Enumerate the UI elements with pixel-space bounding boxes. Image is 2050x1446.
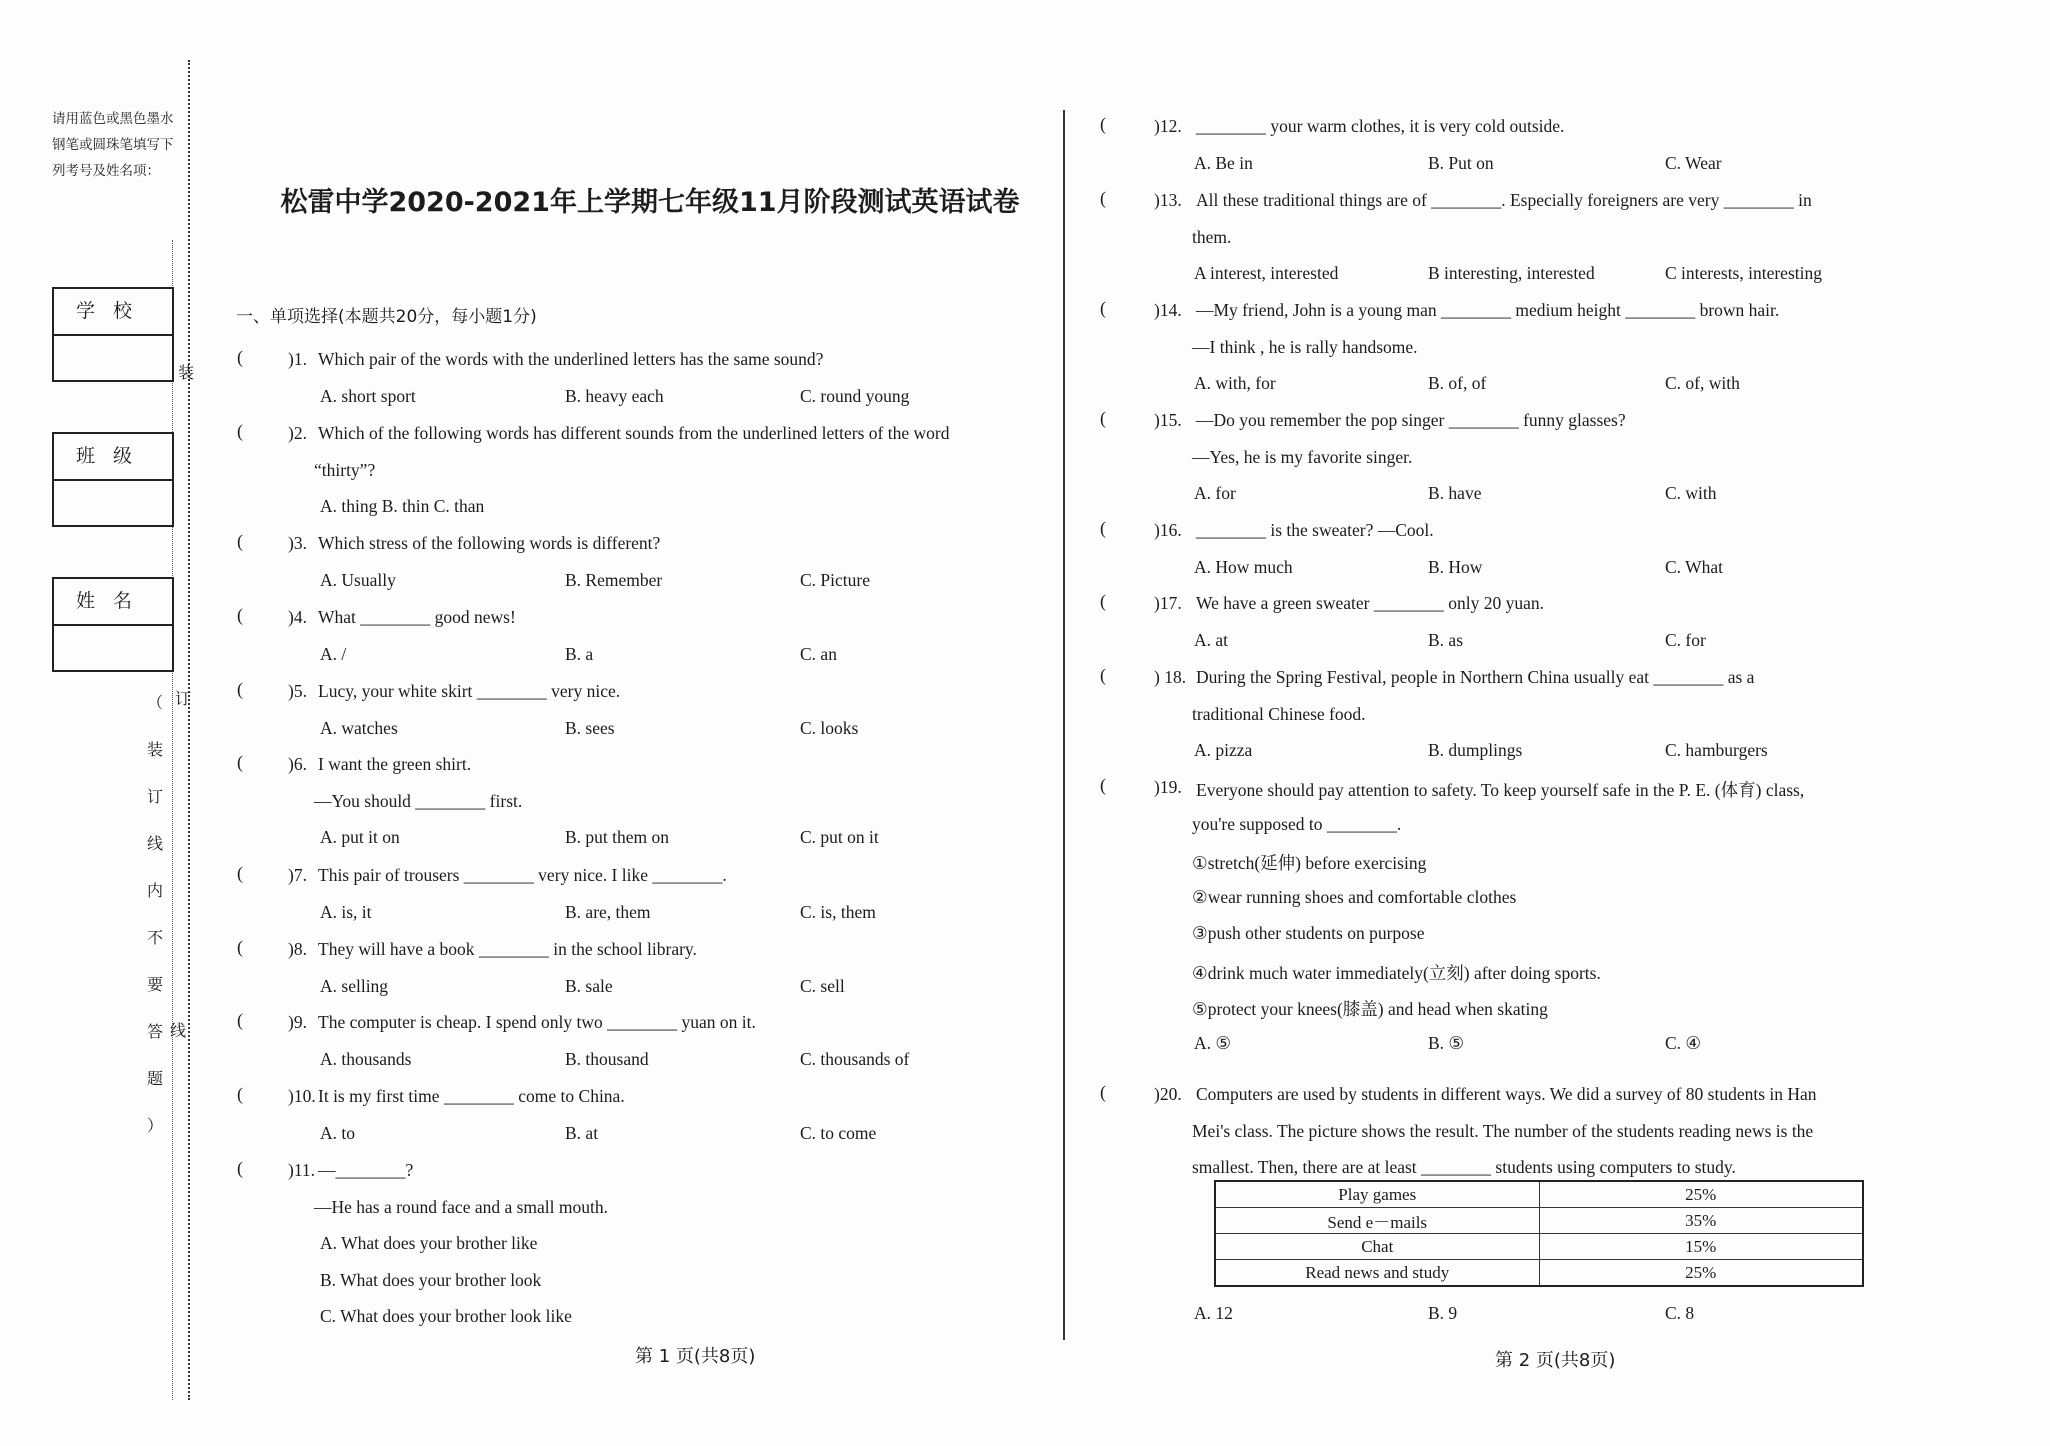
option: C. thousands of bbox=[800, 1048, 910, 1069]
mark-ding: 订 bbox=[175, 689, 192, 708]
section-header: 一、单项选择(本题共20分，每小题1分) bbox=[236, 307, 537, 327]
option: B. of, of bbox=[1428, 373, 1487, 393]
binding-char: 装 bbox=[146, 740, 163, 759]
table-cell: Read news and study bbox=[1215, 1260, 1539, 1287]
binding-char: 线 bbox=[146, 834, 163, 853]
option: C. with bbox=[1665, 483, 1717, 503]
question-text: I want the green shirt. bbox=[318, 754, 472, 774]
name-label: 姓名 bbox=[54, 579, 172, 626]
answer-paren[interactable]: ( bbox=[237, 752, 243, 772]
answer-paren[interactable]: ( bbox=[237, 863, 243, 883]
option: B. heavy each bbox=[565, 385, 664, 406]
question-text: traditional Chinese food. bbox=[1192, 703, 1366, 724]
option: C. looks bbox=[800, 717, 859, 738]
table-row bbox=[1215, 1234, 1863, 1260]
question-text: smallest. Then, there are at least ________ students using computers to study. bbox=[1192, 1157, 1736, 1177]
question-text: —I think , he is rally handsome. bbox=[1192, 336, 1418, 357]
option: B. put them on bbox=[565, 827, 670, 847]
question-text: —My friend, John is a young man ________ medium height ________ brown hair. bbox=[1196, 300, 1780, 320]
question-number: )10. bbox=[288, 1086, 316, 1106]
question-number: )11. bbox=[288, 1160, 316, 1180]
option: A. selling bbox=[320, 975, 389, 996]
question-number: )1. bbox=[288, 349, 307, 369]
question-text: “thirty”? bbox=[314, 459, 376, 480]
option: B. are, them bbox=[565, 901, 651, 922]
option: A. thousands bbox=[320, 1048, 412, 1069]
question-number: ) 18. bbox=[1154, 667, 1187, 687]
option: A. at bbox=[1194, 629, 1229, 650]
answer-paren[interactable]: ( bbox=[237, 1084, 243, 1104]
question-number: )8. bbox=[288, 939, 307, 959]
binding-char: 要 bbox=[146, 975, 163, 994]
option: C. What does your brother look like bbox=[320, 1306, 572, 1326]
option: B. as bbox=[1428, 629, 1463, 650]
question-number: )6. bbox=[288, 754, 307, 774]
answer-paren[interactable]: ( bbox=[237, 605, 243, 625]
class-label: 班级 bbox=[54, 434, 172, 481]
option: B. dumplings bbox=[1428, 740, 1523, 760]
question-text: All these traditional things are of ________. Especially foreigners are very ________ in bbox=[1196, 190, 1812, 210]
question-number: )12. bbox=[1154, 116, 1182, 136]
question-text: ②wear running shoes and comfortable clothes bbox=[1192, 886, 1517, 907]
option: A. ⑤ bbox=[1194, 1032, 1232, 1053]
question-text: ③push other students on purpose bbox=[1192, 923, 1425, 943]
name-field[interactable] bbox=[54, 626, 172, 670]
question-number: )17. bbox=[1154, 593, 1182, 613]
table-cell: Play games bbox=[1215, 1181, 1539, 1208]
table-cell: 15% bbox=[1539, 1234, 1863, 1260]
option: A. thing B. thin C. than bbox=[320, 496, 485, 516]
option: A. put it on bbox=[320, 827, 400, 847]
option: C. is, them bbox=[800, 901, 876, 922]
survey-table bbox=[1214, 1180, 1864, 1287]
question-number: )2. bbox=[288, 423, 307, 443]
option: C. put on it bbox=[800, 827, 879, 847]
option: C. sell bbox=[800, 975, 845, 996]
question-text: —He has a round face and a small mouth. bbox=[314, 1196, 609, 1217]
question-text: ________ is the sweater? —Cool. bbox=[1196, 520, 1434, 540]
answer-paren[interactable]: ( bbox=[1100, 1082, 1106, 1102]
option: C. What bbox=[1665, 556, 1724, 577]
binding-dotted-line bbox=[188, 60, 190, 1400]
exam-title: 松雷中学2020-2021年上学期七年级11月阶段测试英语试卷 bbox=[280, 187, 1020, 218]
option: B interesting, interested bbox=[1428, 263, 1595, 283]
option: C. for bbox=[1665, 629, 1706, 650]
table-cell: 25% bbox=[1539, 1260, 1863, 1287]
question-number: )9. bbox=[288, 1012, 307, 1032]
answer-paren[interactable]: ( bbox=[1100, 591, 1106, 611]
question-text: —Do you remember the pop singer ________ funny glasses? bbox=[1196, 410, 1626, 430]
question-number: )16. bbox=[1154, 520, 1182, 540]
option: B. Remember bbox=[565, 569, 663, 590]
option: C. round young bbox=[800, 385, 910, 406]
answer-paren[interactable]: ( bbox=[237, 937, 243, 957]
table-row bbox=[1215, 1260, 1863, 1287]
option: A interest, interested bbox=[1194, 263, 1339, 283]
answer-paren[interactable]: ( bbox=[237, 347, 243, 367]
option: B. thousand bbox=[565, 1048, 649, 1069]
table-cell: Chat bbox=[1215, 1234, 1539, 1260]
binding-char: 题 bbox=[146, 1069, 163, 1088]
class-box bbox=[52, 432, 174, 527]
fill-instruction: 请用蓝色或黑色墨水钢笔或圆珠笔填写下列考号及姓名项： bbox=[52, 111, 174, 179]
question-text: During the Spring Festival, people in Northern China usually eat ________ as a bbox=[1196, 667, 1755, 687]
option: A. short sport bbox=[320, 385, 416, 406]
question-text: —________? bbox=[318, 1160, 414, 1180]
table-cell: 35% bbox=[1539, 1208, 1863, 1234]
question-text: Mei's class. The picture shows the result. The number of the students reading news is the bbox=[1192, 1120, 1814, 1141]
question-text: Lucy, your white skirt ________ very nice. bbox=[318, 681, 621, 701]
school-box bbox=[52, 287, 174, 382]
question-text: It is my first time ________ come to China. bbox=[318, 1086, 625, 1106]
option: B. sale bbox=[565, 975, 613, 996]
option: C interests, interesting bbox=[1665, 263, 1822, 283]
question-text: you're supposed to ________. bbox=[1192, 813, 1402, 834]
option: A. with, for bbox=[1194, 373, 1276, 393]
answer-paren[interactable]: ( bbox=[1100, 665, 1106, 685]
option: A. Usually bbox=[320, 569, 396, 590]
binding-char: 订 bbox=[146, 787, 163, 806]
answer-paren[interactable]: ( bbox=[1100, 408, 1106, 428]
table-cell: Send e－mails bbox=[1215, 1208, 1539, 1234]
question-text: —Yes, he is my favorite singer. bbox=[1192, 446, 1413, 467]
question-number: )7. bbox=[288, 865, 307, 885]
option: B. How bbox=[1428, 556, 1483, 577]
question-text: Which of the following words has different sounds from the underlined letters of the word bbox=[318, 423, 950, 443]
question-number: )5. bbox=[288, 681, 307, 701]
question-text: They will have a book ________ in the school library. bbox=[318, 939, 697, 959]
question-text: We have a green sweater ________ only 20 yuan. bbox=[1196, 593, 1544, 613]
option: A. What does your brother like bbox=[320, 1233, 538, 1253]
option: A. is, it bbox=[320, 901, 372, 922]
question-text: This pair of trousers ________ very nice. I like ________. bbox=[318, 865, 727, 885]
class-field[interactable] bbox=[54, 481, 172, 525]
answer-paren[interactable]: ( bbox=[237, 1010, 243, 1030]
answer-paren[interactable]: ( bbox=[1100, 114, 1106, 134]
binding-char: 内 bbox=[146, 881, 163, 900]
option: A. Be in bbox=[1194, 152, 1253, 173]
option: C. 8 bbox=[1665, 1303, 1695, 1323]
answer-paren[interactable]: ( bbox=[237, 679, 243, 699]
school-field[interactable] bbox=[54, 336, 172, 380]
option: B. Put on bbox=[1428, 152, 1494, 173]
question-text: Which pair of the words with the underlined letters has the same sound? bbox=[318, 349, 824, 369]
binding-sidebar bbox=[0, 0, 200, 1446]
option: B. ⑤ bbox=[1428, 1032, 1465, 1053]
table-cell: 25% bbox=[1539, 1181, 1863, 1208]
binding-note bbox=[140, 690, 170, 1160]
question-text: Which stress of the following words is different? bbox=[318, 533, 661, 553]
option: A. watches bbox=[320, 717, 398, 738]
question-number: )3. bbox=[288, 533, 307, 553]
binding-char: 答 bbox=[146, 1022, 163, 1041]
page-number-2: 第 2 页(共8页) bbox=[1495, 1350, 1616, 1371]
question-text: Everyone should pay attention to safety. To keep yourself safe in the P. E. (体育) class, bbox=[1196, 780, 1805, 800]
option: A. for bbox=[1194, 483, 1236, 503]
answer-paren[interactable]: ( bbox=[237, 1158, 243, 1178]
mark-zhuang: 装 bbox=[178, 363, 195, 382]
binding-char: （ bbox=[146, 693, 163, 712]
option: A. pizza bbox=[1194, 740, 1253, 760]
school-label: 学校 bbox=[54, 289, 172, 336]
option: B. at bbox=[565, 1122, 599, 1143]
question-text: them. bbox=[1192, 226, 1232, 247]
option: B. What does your brother look bbox=[320, 1269, 542, 1290]
option: C. to come bbox=[800, 1122, 877, 1143]
question-number: )14. bbox=[1154, 300, 1182, 320]
answer-paren[interactable]: ( bbox=[1100, 775, 1106, 795]
table-row bbox=[1215, 1208, 1863, 1234]
question-number: )15. bbox=[1154, 410, 1182, 430]
option: C. of, with bbox=[1665, 373, 1740, 393]
option: A. / bbox=[320, 643, 347, 664]
option: B. have bbox=[1428, 483, 1482, 503]
question-number: )19. bbox=[1154, 777, 1182, 797]
answer-paren[interactable]: ( bbox=[1100, 298, 1106, 318]
option: C. hamburgers bbox=[1665, 740, 1768, 760]
option: B. sees bbox=[565, 717, 615, 738]
mark-xian: 线 bbox=[170, 1021, 187, 1040]
answer-paren[interactable]: ( bbox=[237, 421, 243, 441]
question-text: ________ your warm clothes, it is very cold outside. bbox=[1196, 116, 1565, 136]
question-text: Computers are used by students in different ways. We did a survey of 80 students in Han bbox=[1196, 1084, 1817, 1104]
option: A. to bbox=[320, 1122, 355, 1143]
answer-paren[interactable]: ( bbox=[237, 531, 243, 551]
binding-char: 不 bbox=[146, 928, 163, 947]
option: C. an bbox=[800, 643, 837, 664]
question-text: ④drink much water immediately(立刻) after doing sports. bbox=[1192, 962, 1601, 983]
option: A. 12 bbox=[1194, 1303, 1233, 1323]
answer-paren[interactable]: ( bbox=[1100, 518, 1106, 538]
question-text: ①stretch(延伸) before exercising bbox=[1192, 853, 1427, 873]
option: C. Wear bbox=[1665, 152, 1722, 173]
option: A. How much bbox=[1194, 556, 1293, 577]
answer-paren[interactable]: ( bbox=[1100, 188, 1106, 208]
name-box bbox=[52, 577, 174, 672]
binding-dotted-line-inner bbox=[172, 240, 173, 1400]
option: B. 9 bbox=[1428, 1303, 1458, 1323]
option: C. Picture bbox=[800, 569, 870, 590]
option: C. ④ bbox=[1665, 1032, 1702, 1053]
table-row bbox=[1215, 1181, 1863, 1208]
question-number: )20. bbox=[1154, 1084, 1182, 1104]
question-number: )4. bbox=[288, 607, 307, 627]
binding-char: ） bbox=[146, 1116, 163, 1135]
page-number-1: 第 1 页(共8页) bbox=[635, 1346, 756, 1367]
question-text: What ________ good news! bbox=[318, 607, 516, 627]
question-number: )13. bbox=[1154, 190, 1182, 210]
question-text: ⑤protect your knees(膝盖) and head when skating bbox=[1192, 999, 1548, 1019]
option: B. a bbox=[565, 643, 594, 664]
question-text: The computer is cheap. I spend only two ________ yuan on it. bbox=[318, 1012, 756, 1032]
question-text: —You should ________ first. bbox=[314, 790, 523, 811]
column-divider bbox=[1063, 110, 1065, 1340]
